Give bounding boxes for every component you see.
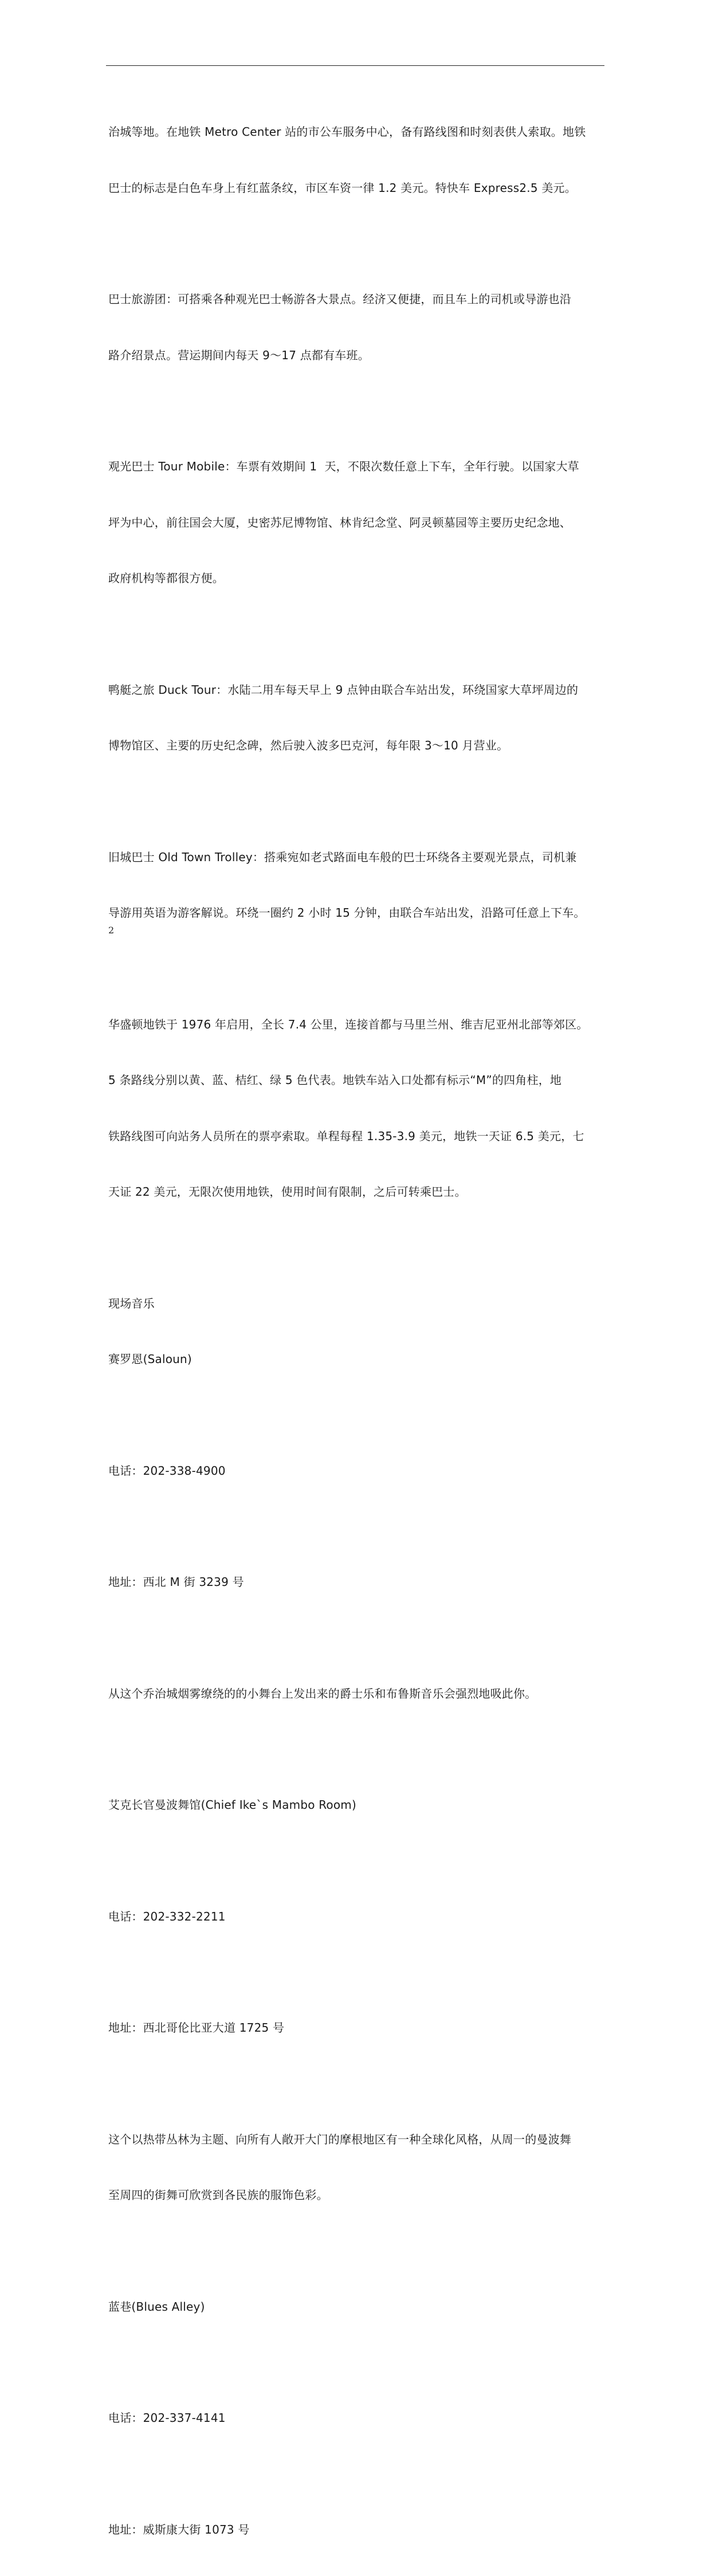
section-live-music xyxy=(108,1257,607,1406)
venue-description xyxy=(108,1647,607,1741)
text-line: 艾克长官曼波舞馆(Chief Ike`s Mambo Room) xyxy=(108,1796,607,1815)
text-line: 政府机构等都很方便。 xyxy=(108,569,607,588)
text-line: 旧城巴士 Old Town Trolley：搭乘宛如老式路面电车般的巴士环绕各主要观光景点，司机兼 xyxy=(108,848,607,867)
header-rule xyxy=(106,65,604,66)
text-line: 坪为中心，前往国会大厦，史密苏尼博物馆、林肯纪念堂、阿灵顿墓园等主要历史纪念地、 xyxy=(108,513,607,532)
text-line: 路介绍景点。营运期间内每天 9～17 点都有车班。 xyxy=(108,346,607,365)
text-line: 至周四的街舞可欣赏到各民族的服饰色彩。 xyxy=(108,2186,607,2205)
text-line: 华盛顿地铁于 1976 年启用，全长 7.4 公里，连接首都与马里兰州、维吉尼亚州北部等郊区。 xyxy=(108,1015,607,1034)
paragraph-metro-bus xyxy=(108,85,607,234)
paragraph-old-town-trolley xyxy=(108,811,607,960)
text-line: 地址：西北哥伦比亚大道 1725 号 xyxy=(108,2019,607,2037)
paragraph-duck-tour xyxy=(108,643,607,792)
text-line: 地址：威斯康大街 1073 号 xyxy=(108,2520,607,2539)
text-line: 电话：202-338-4900 xyxy=(108,1462,607,1481)
text-line: 治城等地。在地铁 Metro Center 站的市公车服务中心，备有路线图和时刻表供人索取。地铁 xyxy=(108,123,607,142)
venue-address xyxy=(108,1536,607,1629)
venue-phone xyxy=(108,1870,607,1964)
text-line: 导游用英语为游客解说。环绕一圈约 2 小时 15 分钟，由联合车站出发，沿路可任意上下车。 xyxy=(108,904,607,922)
venue-address xyxy=(108,2483,607,2576)
text-line: 地址：西北 M 街 3239 号 xyxy=(108,1573,607,1592)
venue-name xyxy=(108,1758,607,1852)
text-line: 蓝巷(Blues Alley) xyxy=(108,2298,607,2316)
page-number: 2 xyxy=(108,925,114,936)
text-line: 鸭艇之旅 Duck Tour：水陆二用车每天早上 9 点钟由联合车站出发，环绕国家大草坪周边的 xyxy=(108,681,607,700)
text-line: 巴士的标志是白色车身上有红蓝条纹，市区车资一律 1.2 美元。特快车 Express2.5 美元。 xyxy=(108,179,607,198)
venue-name xyxy=(108,2260,607,2354)
text-line: 电话：202-337-4141 xyxy=(108,2409,607,2428)
text-line: 博物馆区、主要的历史纪念碑，然后驶入波多巴克河，每年限 3～10 月营业。 xyxy=(108,736,607,755)
venue-name: 赛罗恩(Saloun) xyxy=(108,1350,607,1369)
text-line: 5 条路线分别以黄、蓝、桔红、绿 5 色代表。地铁车站入口处都有标示“M”的四角柱，地 xyxy=(108,1071,607,1090)
text-line: 电话：202-332-2211 xyxy=(108,1907,607,1926)
text-line: 观光巴士 Tour Mobile：车票有效期间 1 天，不限次数任意上下车，全年行驶。以国家大草 xyxy=(108,457,607,476)
venue-phone xyxy=(108,1424,607,1518)
text-line: 巴士旅游团：可搭乘各种观光巴士畅游各大景点。经济又便捷，而且车上的司机或导游也沿 xyxy=(108,290,607,309)
venue-address xyxy=(108,1981,607,2075)
text-line: 这个以热带丛林为主题、向所有人敞开大门的摩根地区有一种全球化风格，从周一的曼波舞 xyxy=(108,2130,607,2149)
paragraph-bus-tour xyxy=(108,253,607,402)
section-heading: 现场音乐 xyxy=(108,1294,607,1313)
paragraph-metro-subway xyxy=(108,978,607,1239)
text-line: 从这个乔治城烟雾缭绕的的小舞台上发出来的爵士乐和布鲁斯音乐会强烈地吸此你。 xyxy=(108,1684,607,1703)
venue-description xyxy=(108,2093,607,2242)
document-body xyxy=(108,85,607,2576)
paragraph-tour-mobile xyxy=(108,420,607,625)
venue-phone xyxy=(108,2371,607,2465)
text-line: 铁路线图可向站务人员所在的票亭索取。单程每程 1.35-3.9 美元，地铁一天证 6.5 美元，七 xyxy=(108,1127,607,1146)
text-line: 天证 22 美元，无限次使用地铁，使用时间有限制，之后可转乘巴士。 xyxy=(108,1183,607,1201)
